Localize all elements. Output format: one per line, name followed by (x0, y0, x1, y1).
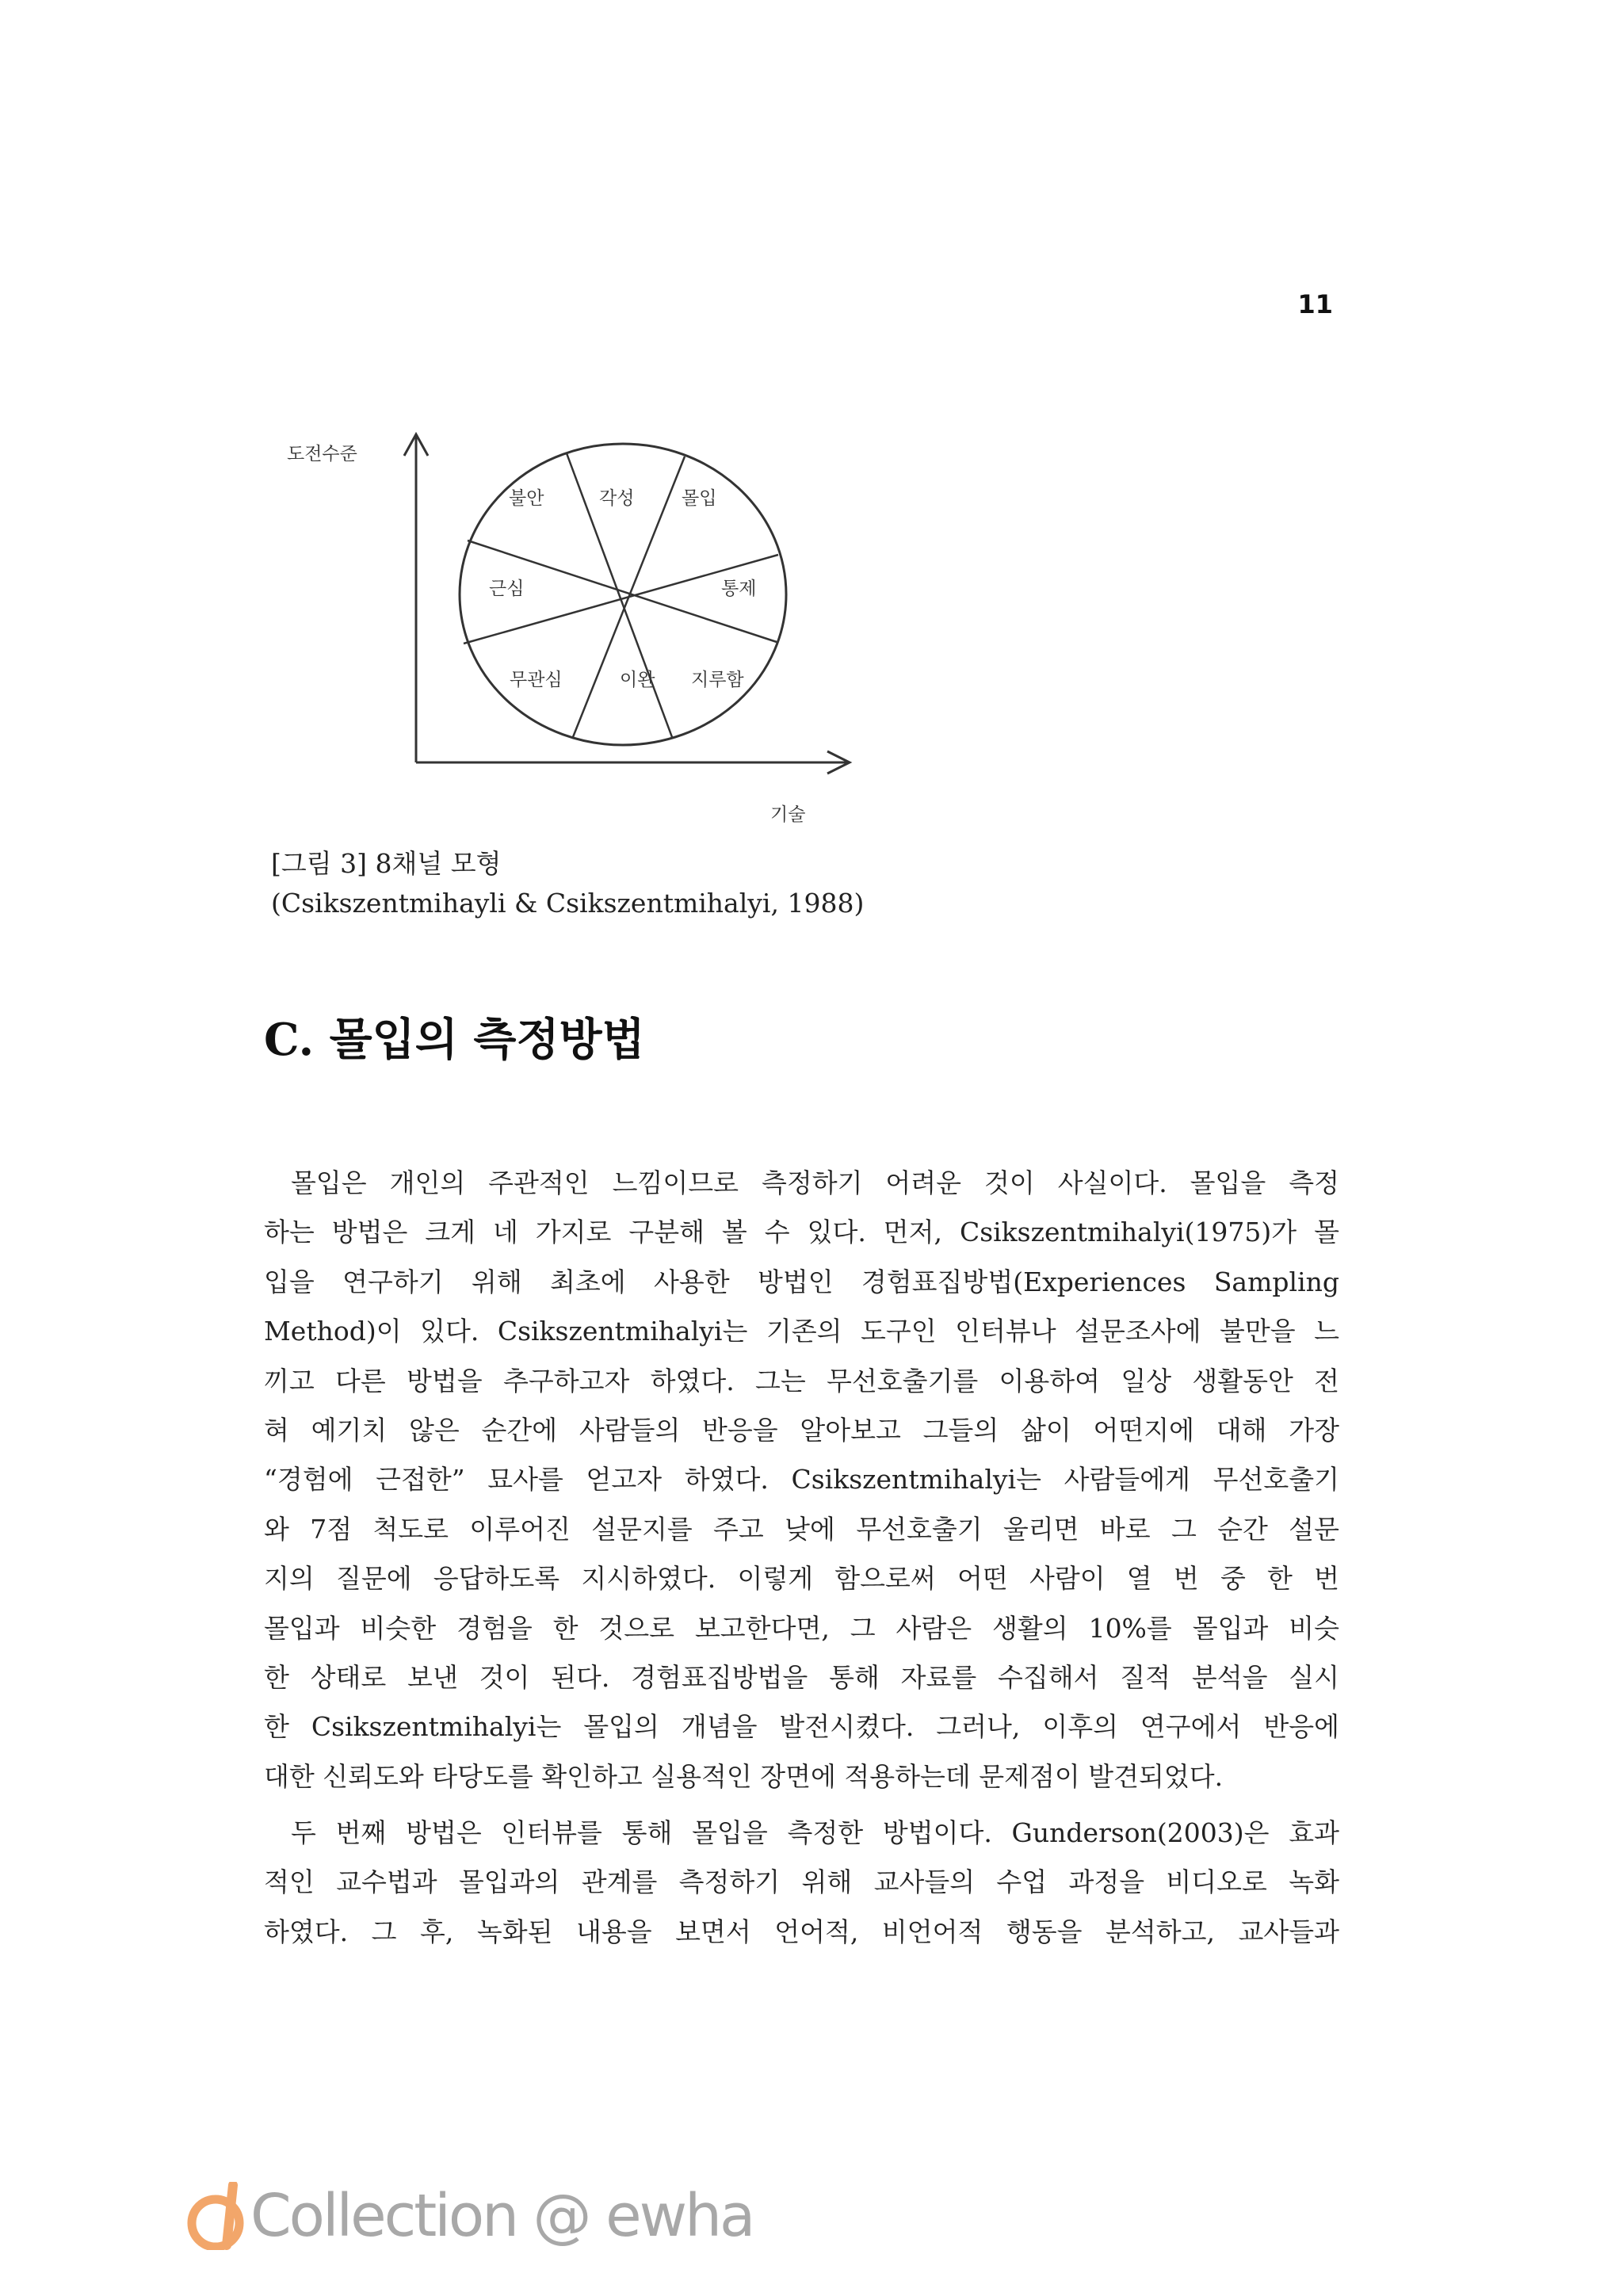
dcollection-logo (181, 2176, 754, 2255)
body-line: 하였다. 그 후, 녹화된 내용을 보면서 언어적, 비언어적 행동을 분석하고, 교사들과 (264, 1916, 1339, 1947)
body-text (264, 1159, 1339, 1957)
body-line: 대한 신뢰도와 타당도를 확인하고 실용적인 장면에 적용하는데 문제점이 발견되었다. (264, 1760, 1224, 1792)
channel-label-arousal: 각성 (599, 488, 635, 509)
body-line: 끼고 다른 방법을 추구하고자 하였다. 그는 무선호출기를 이용하여 일상 생활동안 전 (264, 1365, 1339, 1396)
body-line: 한 상태로 보낸 것이 된다. 경험표집방법을 통해 자료를 수집해서 질적 분석을 실시 (264, 1661, 1339, 1693)
eight-channel-model-figure (0, 0, 1623, 840)
body-line: Method)이 있다. Csikszentmihalyi는 기존의 도구인 인터뷰나 설문조사에 불만을 느 (264, 1316, 1339, 1347)
channel-label-boredom: 지루함 (691, 670, 744, 690)
body-line: 하는 방법은 크게 네 가지로 구분해 볼 수 있다. 먼저, Csikszentmihalyi(1975)가 몰 (264, 1217, 1339, 1248)
section-heading: C. 몰입의 측정방법 (264, 1014, 645, 1066)
channel-label-flow: 몰입 (682, 488, 717, 509)
body-line: 두 번째 방법은 인터뷰를 통해 몰입을 측정한 방법이다. Gunderson(2003)은 효과 (291, 1817, 1339, 1849)
y-axis-label: 도전수준 (287, 444, 357, 464)
body-line: 한 Csikszentmihalyi는 몰입의 개념을 발전시켰다. 그러나, 이후의 연구에서 반응에 (264, 1711, 1339, 1743)
divider-4 (464, 555, 778, 644)
body-line: 와 7점 척도로 이루어진 설문지를 주고 낮에 무선호출기 울리면 바로 그 순간 설문 (264, 1513, 1339, 1545)
channel-label-anxiety: 불안 (509, 488, 544, 509)
figure-caption: [그림 3] 8채널 모형 (271, 848, 502, 879)
body-line: 지의 질문에 응답하도록 지시하였다. 이렇게 함으로써 어떤 사람이 열 번 중 한 번 (264, 1563, 1339, 1595)
body-line: “경험에 근접한” 묘사를 얻고자 하였다. Csikszentmihalyi는 사람들에게 무선호출기 (264, 1464, 1339, 1496)
channel-label-apathy: 무관심 (510, 670, 563, 690)
x-axis-label: 기술 (770, 804, 806, 825)
body-line: 혀 예기치 않은 순간에 사람들의 반응을 알아보고 그들의 삶이 어떤지에 대해 가장 (264, 1414, 1339, 1446)
body-line: 몰입은 개인의 주관적인 느낌이므로 측정하기 어려운 것이 사실이다. 몰입을 측정 (291, 1167, 1339, 1198)
body-line: 적인 교수법과 몰입과의 관계를 측정하기 위해 교사들의 수업 과정을 비디오로 녹화 (264, 1866, 1339, 1898)
channel-label-worry: 근심 (489, 579, 525, 599)
channel-label-control: 통제 (721, 579, 757, 599)
channel-label-relaxation: 이완 (620, 670, 655, 690)
body-line: 몰입과 비슷한 경험을 한 것으로 보고한다면, 그 사람은 생활의 10%를 몰입과 비슷 (264, 1612, 1339, 1644)
dcollection-logo-text: Collection @ ewha (250, 2182, 754, 2250)
page-number: 11 (1297, 289, 1333, 319)
figure-source: (Csikszentmihayli & Csikszentmihalyi, 1988) (271, 888, 865, 919)
dcollection-mark-icon (184, 2182, 255, 2250)
body-line: 입을 연구하기 위해 최초에 사용한 방법인 경험표집방법(Experiences Sampling (264, 1266, 1339, 1297)
